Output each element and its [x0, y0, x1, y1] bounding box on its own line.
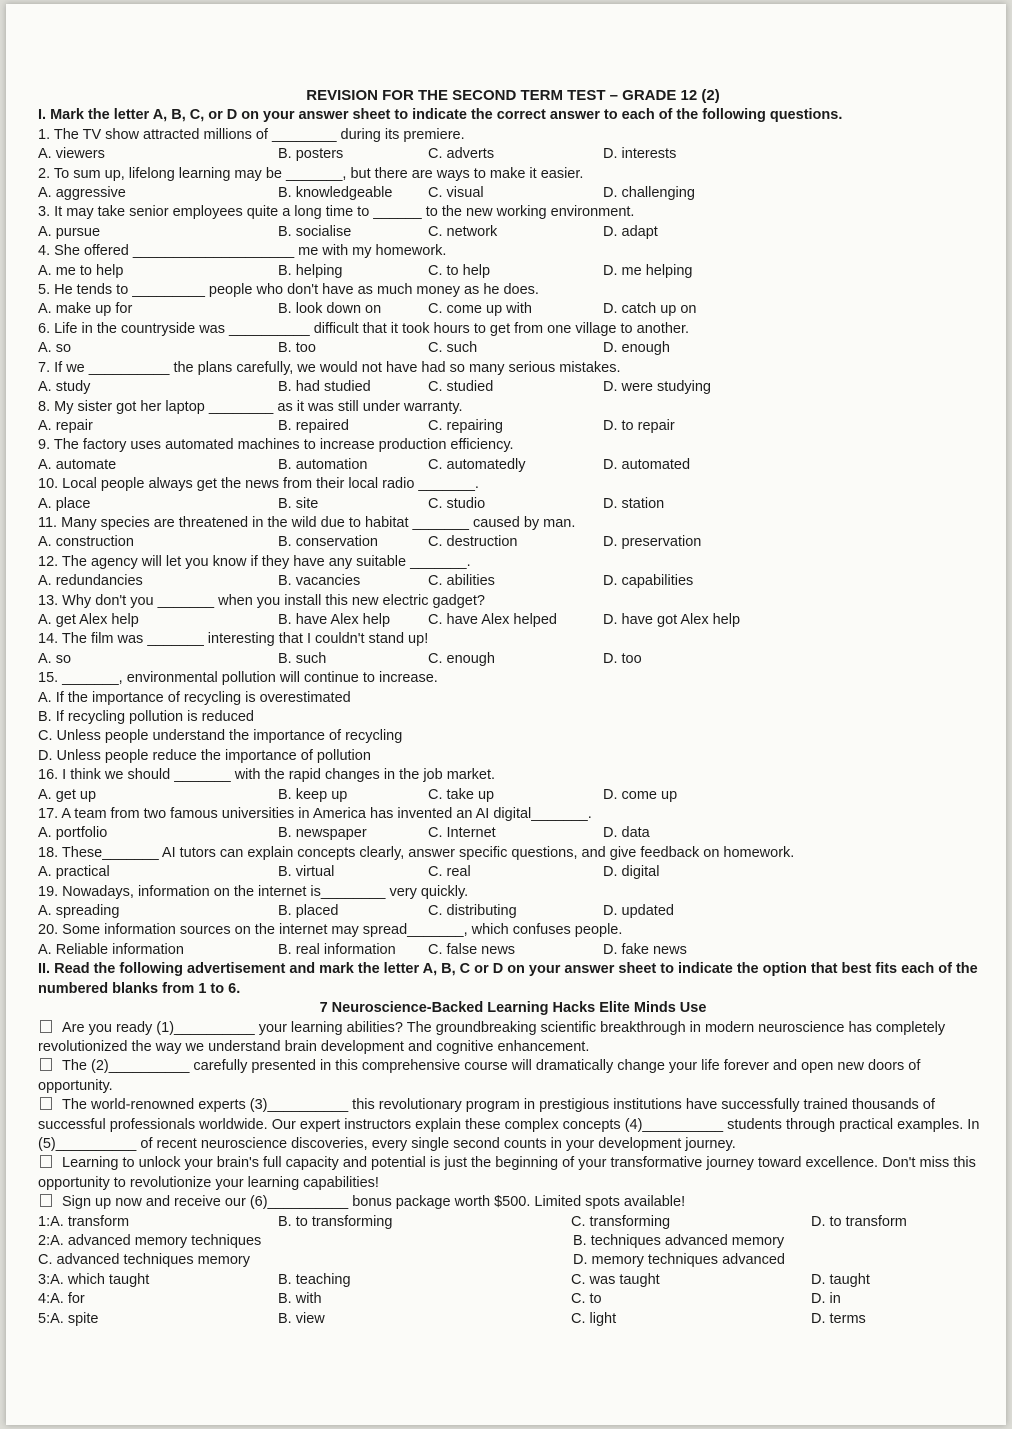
checkbox-bullet-icon	[40, 1155, 52, 1168]
question-stem: 12. The agency will let you know if they have any suitable _______.	[38, 553, 471, 570]
answer-option[interactable]: D. have got Alex help	[603, 611, 741, 628]
question-stem: 2. To sum up, lifelong learning may be _______, but there are ways to make it easier.	[38, 165, 584, 182]
answer-option[interactable]: D. too	[603, 650, 642, 667]
ad-title: 7 Neuroscience-Backed Learning Hacks Elite Minds Use	[319, 1000, 707, 1017]
answer-option[interactable]: B. keep up	[278, 786, 348, 803]
answer-option[interactable]: A. make up for	[38, 301, 133, 318]
checkbox-bullet-icon	[40, 1097, 52, 1110]
answer-option[interactable]: C. light	[571, 1310, 617, 1327]
ad-answer-options-row	[38, 1213, 988, 1232]
answer-option[interactable]: A. so	[38, 650, 72, 667]
question-stem: 13. Why don't you _______ when you install this new electric gadget?	[38, 592, 485, 609]
answer-option[interactable]: C. was taught	[571, 1271, 660, 1288]
answer-option[interactable]: D. in	[811, 1291, 841, 1308]
answer-option[interactable]: A. portfolio	[38, 825, 108, 842]
answer-option[interactable]: A. pursue	[38, 223, 101, 240]
answer-options-row	[38, 456, 988, 475]
answer-options-row	[38, 417, 988, 436]
ad-paragraph-text: The world-renowned experts (3)__________ this revolutionary program in prestigious institutions have successfully trained thousands of successful professionals worldwide. Our expert instructors explain these complex concepts (4)__________ students through practical examples. In (5)__________ of recent neuroscience discoveries, every single second counts in your development journey.	[38, 1097, 980, 1152]
exam-content	[38, 86, 988, 1329]
answer-option[interactable]: B. vacancies	[278, 573, 361, 590]
answer-option[interactable]: D. to repair	[603, 417, 675, 434]
question-stem: 9. The factory uses automated machines to increase production efficiency.	[38, 437, 514, 454]
answer-option[interactable]: B. to transforming	[278, 1213, 393, 1230]
answer-option[interactable]: B. newspaper	[278, 825, 367, 842]
answer-option[interactable]: C. automatedly	[428, 456, 526, 473]
answer-options-row	[38, 941, 988, 960]
question-stem: 15. _______, environmental pollution will continue to increase.	[38, 670, 438, 687]
answer-option[interactable]: D. memory techniques advanced	[573, 1252, 785, 1269]
answer-option[interactable]: C. take up	[428, 786, 495, 803]
answer-options-row	[38, 300, 988, 319]
question-list	[38, 126, 988, 960]
answer-option[interactable]: C. network	[428, 223, 498, 240]
ad-paragraph	[38, 1096, 988, 1154]
ad-answer-options-row	[38, 1232, 988, 1251]
checkbox-bullet-icon	[40, 1058, 52, 1071]
answer-option[interactable]: A. practical	[38, 864, 110, 881]
answer-options-row	[38, 184, 988, 203]
answer-option[interactable]: C. visual	[428, 185, 484, 202]
checkbox-bullet-icon	[40, 1020, 52, 1033]
answer-option[interactable]: C. distributing	[428, 903, 517, 920]
answer-options-row	[38, 145, 988, 164]
answer-option[interactable]: D. come up	[603, 786, 678, 803]
ad-paragraph-text: The (2)__________ carefully presented in this comprehensive course will dramatically change your life forever and open new doors of opportunity.	[38, 1058, 921, 1094]
answer-option[interactable]: C. studied	[428, 379, 494, 396]
answer-option[interactable]: A. so	[38, 340, 72, 357]
answer-option[interactable]: D. taught	[811, 1271, 870, 1288]
answer-option[interactable]: B. look down on	[278, 301, 382, 318]
question-stem: 18. These_______ AI tutors can explain concepts clearly, answer specific questions, and give feedback on homework.	[38, 844, 795, 861]
answer-option[interactable]: B. real information	[278, 941, 396, 958]
question-stem: 20. Some information sources on the internet may spread_______, which confuses people.	[38, 922, 623, 939]
answer-option[interactable]: B. automation	[278, 456, 368, 473]
ad-answer-options-row	[38, 1310, 988, 1329]
answer-options-row	[38, 378, 988, 397]
answer-options-row	[38, 262, 988, 281]
answer-option[interactable]: B. had studied	[278, 379, 371, 396]
page-title: REVISION FOR THE SECOND TERM TEST – GRADE 12 (2)	[306, 87, 720, 104]
answer-option[interactable]: C. false news	[428, 941, 516, 958]
answer-options-row	[38, 650, 988, 669]
ad-paragraphs	[38, 1019, 988, 1213]
answer-option[interactable]: D. interests	[603, 146, 677, 163]
question-stem: 19. Nowadays, information on the internet is________ very quickly.	[38, 883, 469, 900]
answer-option[interactable]: B. view	[278, 1310, 325, 1327]
answer-option[interactable]: B. too	[278, 340, 316, 357]
answer-options-row	[38, 572, 988, 591]
answer-option[interactable]: B. posters	[278, 146, 344, 163]
answer-option[interactable]: A. spreading	[38, 903, 120, 920]
answer-options-row	[38, 495, 988, 514]
answer-option[interactable]: B. knowledgeable	[278, 185, 393, 202]
answer-option[interactable]: B. with	[278, 1291, 322, 1308]
answer-option[interactable]: D. data	[603, 825, 650, 842]
answer-option[interactable]: D. challenging	[603, 185, 695, 202]
answer-option[interactable]: C. destruction	[428, 534, 518, 551]
answer-option[interactable]: A. construction	[38, 534, 134, 551]
question-stem: 5. He tends to _________ people who don't have as much money as he does.	[38, 282, 539, 299]
question-stem: 1. The TV show attracted millions of ________ during its premiere.	[38, 126, 465, 143]
ad-paragraph-text: Learning to unlock your brain's full capacity and potential is just the beginning of your transformative journey toward excellence. Don't miss this opportunity to revolutionize your learning capabilities!	[38, 1155, 976, 1191]
answer-option[interactable]: D. automated	[603, 456, 691, 473]
answer-option[interactable]: B. have Alex help	[278, 611, 391, 628]
ad-answer-options-row	[38, 1290, 988, 1309]
answer-option[interactable]: D. digital	[603, 864, 660, 881]
part1-instruction: I. Mark the letter A, B, C, or D on your answer sheet to indicate the correct answer to each of the following questions.	[38, 107, 843, 124]
answer-option[interactable]: D. capabilities	[603, 573, 694, 590]
question-stem: 8. My sister got her laptop ________ as it was still under warranty.	[38, 398, 463, 415]
answer-option[interactable]: D. Unless people reduce the importance of pollution	[38, 747, 371, 764]
answer-option[interactable]: C. real	[428, 864, 471, 881]
answer-options-row	[38, 339, 988, 358]
ad-paragraph	[38, 1154, 988, 1193]
answer-option[interactable]: B. teaching	[278, 1271, 351, 1288]
answer-option[interactable]: A. repair	[38, 417, 93, 434]
answer-option[interactable]: B. such	[278, 650, 327, 667]
answer-option[interactable]: A. get up	[38, 786, 97, 803]
question-stem: 14. The film was _______ interesting that I couldn't stand up!	[38, 631, 429, 648]
answer-options-row	[38, 824, 988, 843]
answer-option[interactable]: B. helping	[278, 262, 343, 279]
answer-option[interactable]: B. If recycling pollution is reduced	[38, 709, 254, 725]
answer-option[interactable]: 1:A. transform	[38, 1213, 130, 1230]
answer-option[interactable]: D. were studying	[603, 379, 711, 396]
answer-option[interactable]: C. Unless people understand the importance of recycling	[38, 728, 403, 745]
answer-option[interactable]: D. updated	[603, 903, 674, 920]
answer-option[interactable]: C. such	[428, 340, 478, 357]
answer-option[interactable]: B. placed	[278, 903, 339, 920]
answer-option[interactable]: A. place	[38, 495, 91, 512]
answer-option[interactable]: 3:A. which taught	[38, 1271, 150, 1288]
answer-option[interactable]: D. catch up on	[603, 301, 697, 318]
answer-option[interactable]: C. advanced techniques memory	[38, 1252, 250, 1269]
answer-options-row	[38, 863, 988, 882]
answer-option[interactable]: C. have Alex helped	[428, 611, 557, 628]
answer-option[interactable]: A. If the importance of recycling is overestimated	[38, 689, 351, 706]
answer-option[interactable]: C. enough	[428, 650, 495, 667]
answer-option[interactable]: C. Internet	[428, 825, 496, 842]
ad-paragraph-text: Are you ready (1)__________ your learning abilities? The groundbreaking scientific breakthrough in modern neuroscience has completely revolutionized the way we understand brain development and cognitive enhancement.	[38, 1019, 946, 1055]
ad-answer-options-row	[38, 1271, 988, 1290]
answer-option[interactable]: A. get Alex help	[38, 611, 139, 628]
answer-option[interactable]: A. redundancies	[38, 573, 143, 590]
answer-option[interactable]: B. virtual	[278, 864, 335, 881]
answer-option[interactable]: B. conservation	[278, 534, 378, 551]
answer-options-row	[38, 533, 988, 552]
answer-option[interactable]: A. aggressive	[38, 185, 126, 202]
answer-option[interactable]: D. me helping	[603, 262, 693, 279]
answer-option[interactable]: C. come up with	[428, 301, 532, 318]
answer-option[interactable]: D. terms	[811, 1310, 866, 1327]
answer-option[interactable]: D. to transform	[811, 1213, 907, 1230]
ad-paragraph	[38, 1057, 988, 1096]
ad-options	[38, 1213, 988, 1329]
answer-option[interactable]: B. socialise	[278, 223, 352, 240]
answer-option[interactable]: C. abilities	[428, 573, 495, 590]
answer-option[interactable]: C. transforming	[571, 1213, 671, 1230]
answer-option[interactable]: D. adapt	[603, 223, 658, 240]
answer-option[interactable]: C. to help	[428, 262, 491, 279]
question-stem: 16. I think we should _______ with the rapid changes in the job market.	[38, 767, 496, 784]
answer-option[interactable]: A. automate	[38, 456, 117, 473]
answer-option[interactable]: C. to	[571, 1291, 602, 1308]
part2-instruction: II. Read the following advertisement and mark the letter A, B, C or D on your answer sheet to indicate the option that best fits each of the numbered blanks from 1 to 6.	[38, 961, 978, 997]
answer-options-row	[38, 611, 988, 630]
question-stem: 4. She offered ____________________ me with my homework.	[38, 243, 447, 260]
answer-option[interactable]: 2:A. advanced memory techniques	[38, 1232, 262, 1249]
answer-option[interactable]: C. adverts	[428, 146, 495, 163]
answer-option[interactable]: C. studio	[428, 495, 486, 512]
answer-option[interactable]: 5:A. spite	[38, 1310, 99, 1327]
answer-option[interactable]: A. me to help	[38, 262, 124, 279]
answer-option[interactable]: D. station	[603, 495, 665, 512]
answer-option[interactable]: A. study	[38, 379, 91, 396]
answer-option[interactable]: D. fake news	[603, 941, 687, 958]
ad-paragraph	[38, 1019, 988, 1058]
answer-option[interactable]: A. viewers	[38, 146, 105, 163]
answer-options-row	[38, 223, 988, 242]
question-stem: 11. Many species are threatened in the wild due to habitat _______ caused by man.	[38, 514, 576, 531]
answer-option[interactable]: B. repaired	[278, 417, 349, 434]
answer-option[interactable]: D. enough	[603, 340, 670, 357]
answer-options-row	[38, 786, 988, 805]
question-stem: 10. Local people always get the news from their local radio _______.	[38, 476, 479, 493]
ad-answer-options-row	[38, 1251, 988, 1270]
exam-sheet	[6, 4, 1006, 1425]
question-stem: 7. If we __________ the plans carefully, we would not have had so many serious mistakes.	[38, 359, 621, 376]
answer-option[interactable]: B. techniques advanced memory	[573, 1232, 785, 1249]
checkbox-bullet-icon	[40, 1194, 52, 1207]
answer-option[interactable]: 4:A. for	[38, 1291, 85, 1308]
question-stem: 6. Life in the countryside was __________ difficult that it took hours to get from one village to another.	[38, 320, 690, 337]
question-stem: 3. It may take senior employees quite a long time to ______ to the new working environment.	[38, 204, 635, 221]
answer-option[interactable]: C. repairing	[428, 417, 503, 434]
ad-paragraph	[38, 1193, 988, 1212]
answer-options-row	[38, 902, 988, 921]
answer-option[interactable]: A. Reliable information	[38, 941, 184, 958]
answer-option[interactable]: D. preservation	[603, 534, 702, 551]
answer-option[interactable]: B. site	[278, 495, 319, 512]
question-stem: 17. A team from two famous universities in America has invented an AI digital_______.	[38, 806, 592, 823]
ad-paragraph-text: Sign up now and receive our (6)__________ bonus package worth $500. Limited spots available!	[62, 1194, 686, 1211]
